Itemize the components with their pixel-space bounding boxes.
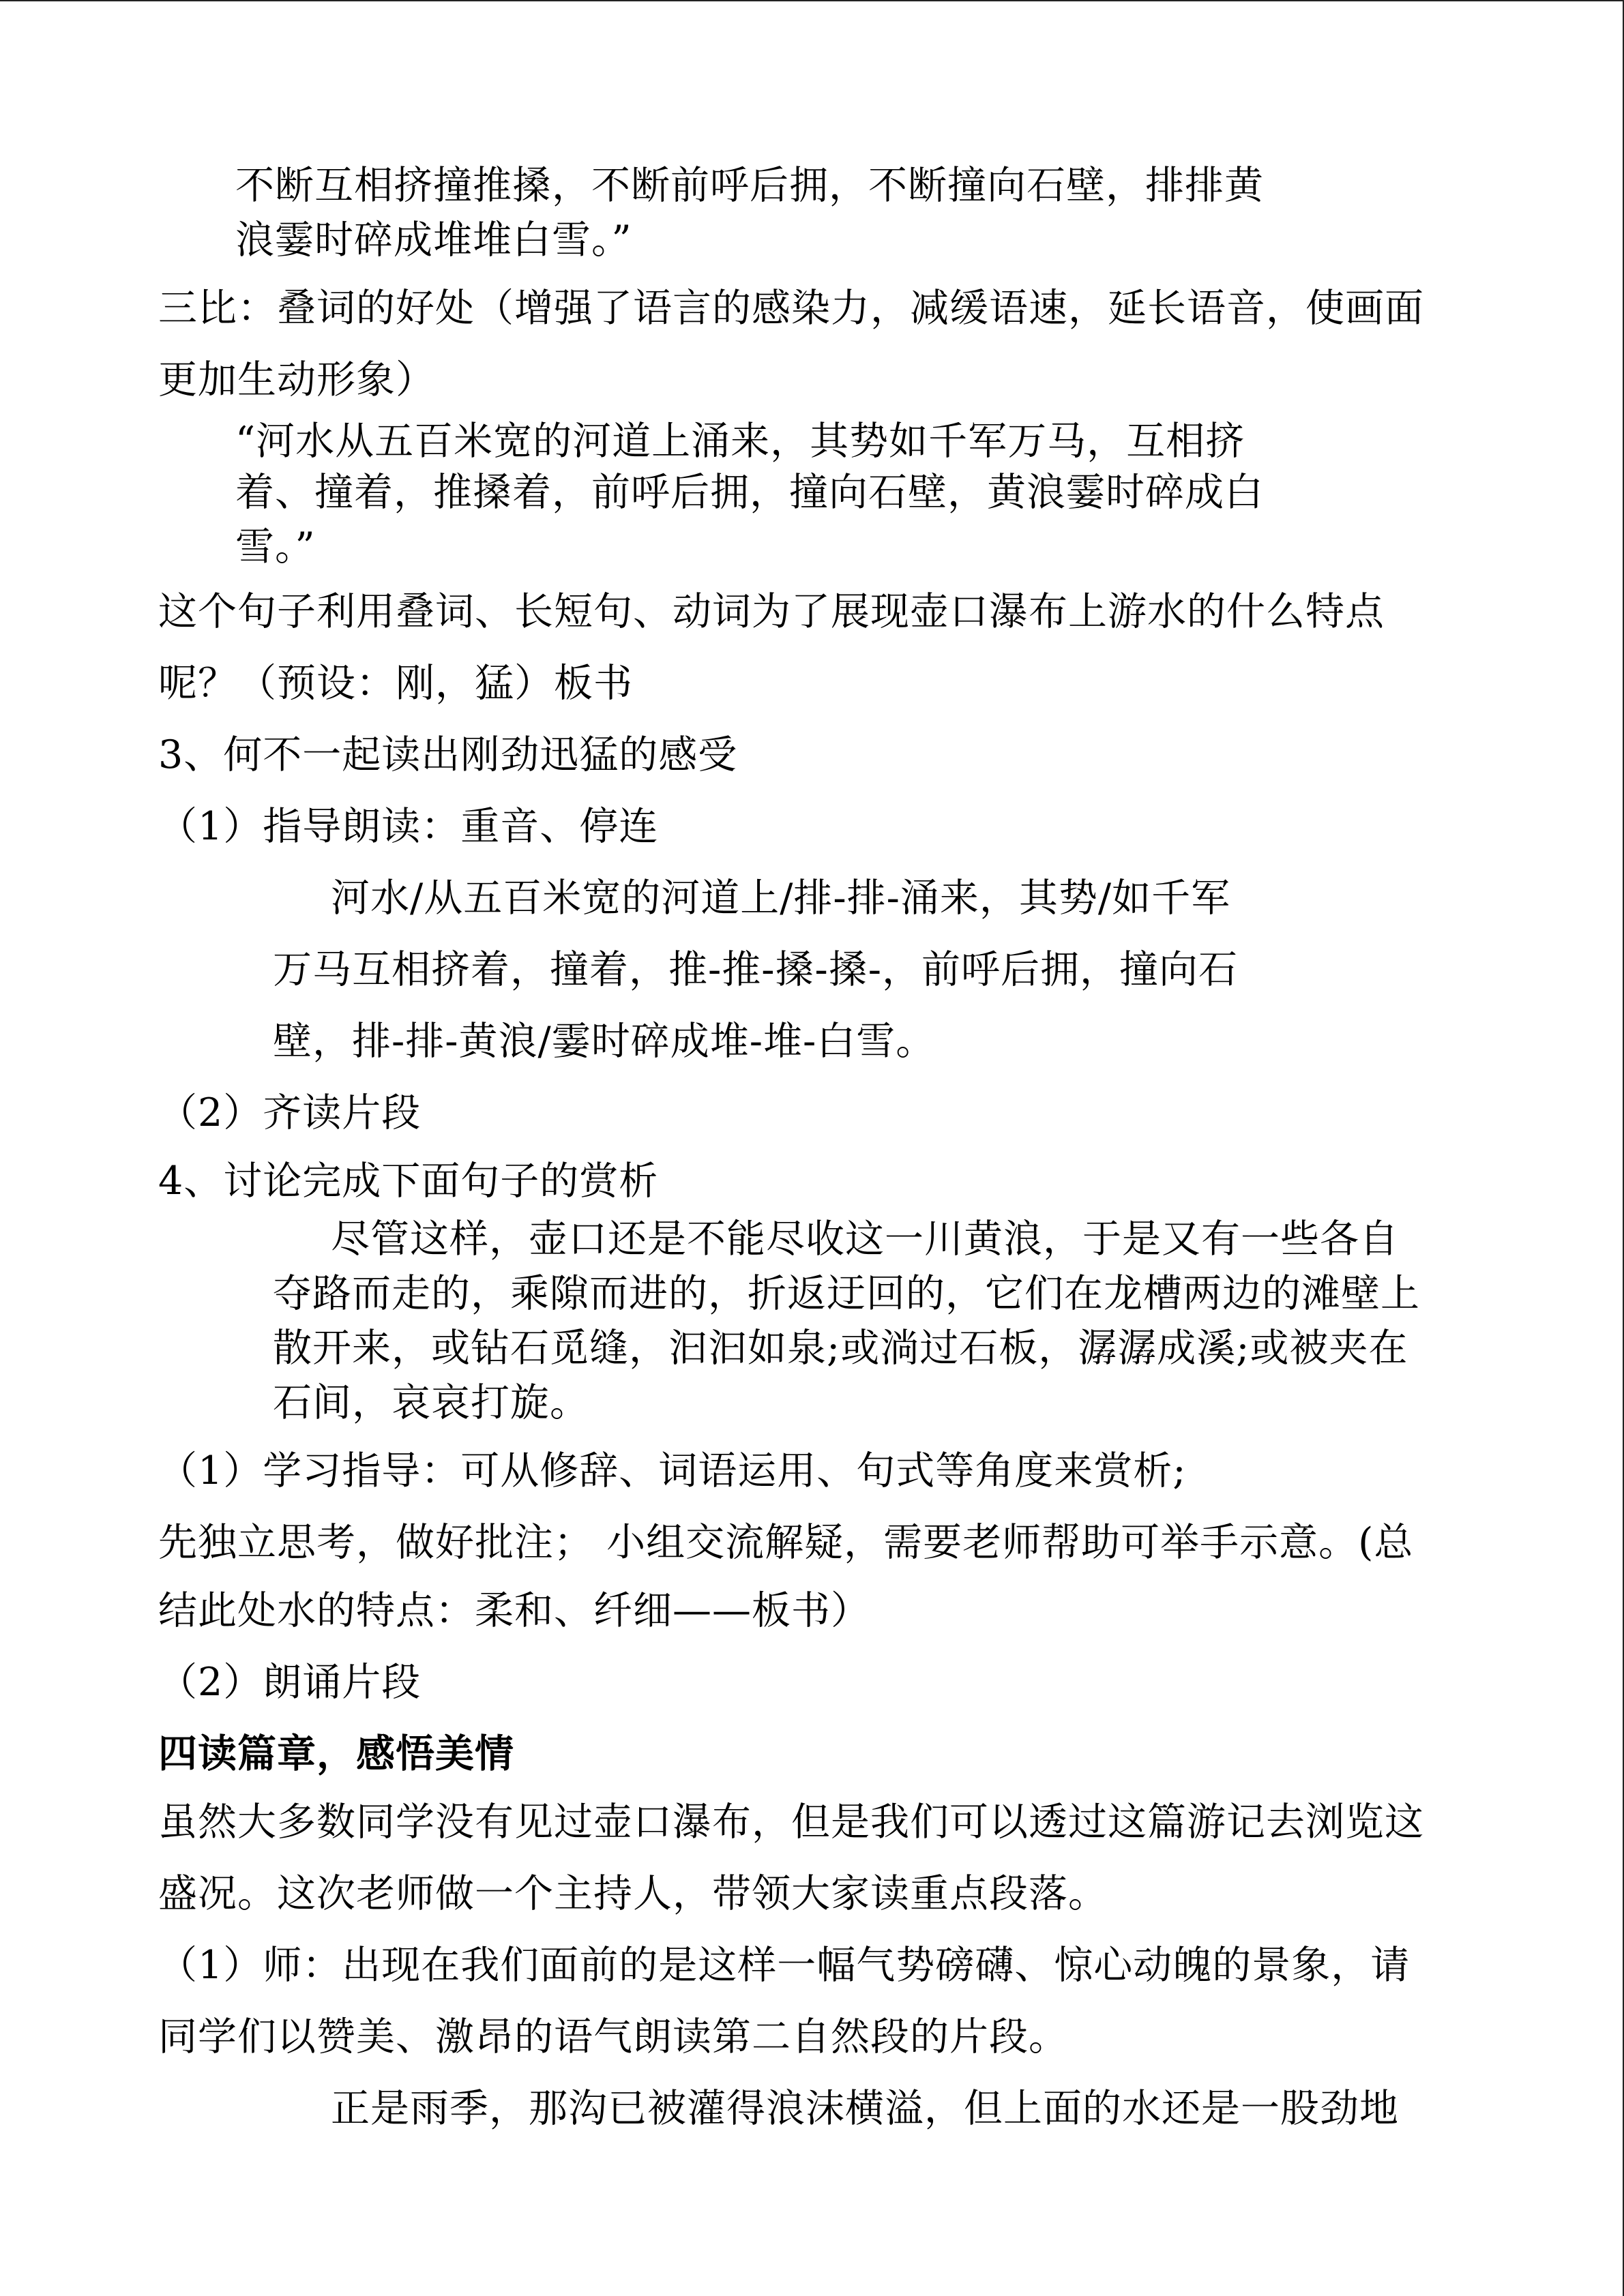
passage-line: 尽管这样，壶口还是不能尽收这一川黄浪，于是又有一些各自 xyxy=(331,1217,1399,1262)
paragraph-line: 先独立思考，做好批注； 小组交流解疑，需要老师帮助可举手示意。(总 xyxy=(158,1520,1414,1565)
paragraph-line: 同学们以赞美、激昂的语气朗读第二自然段的片段。 xyxy=(158,2014,1068,2059)
reading-line: 河水/从五百米宽的河道上/排-排-涌来，其势/如千军 xyxy=(331,876,1231,921)
paragraph-line: 虽然大多数同学没有见过壶口瀑布，但是我们可以透过这篇游记去浏览这 xyxy=(158,1800,1424,1845)
passage-line: 夺路而走的，乘隙而进的，折返迂回的，它们在龙槽两边的滩壁上 xyxy=(273,1271,1420,1316)
paragraph-line: 这个句子利用叠词、长短句、动词为了展现壶口瀑布上游水的什么特点 xyxy=(158,589,1385,634)
reading-line: 万马互相挤着，撞着，推-推-搡-搡-，前呼后拥，撞向石 xyxy=(273,947,1239,992)
quote-line: 雪。” xyxy=(235,524,316,569)
reading-line: 壁，排-排-黄浪/霎时碎成堆-堆-白雪。 xyxy=(273,1019,936,1064)
paragraph-line: （1）师：出现在我们面前的是这样一幅气势磅礴、惊心动魄的景象，请 xyxy=(158,1943,1411,1988)
sub-step: （1）学习指导：可从修辞、词语运用、句式等角度来赏析; xyxy=(158,1448,1187,1493)
quote-line: “河水从五百米宽的河道上涌来，其势如千军万马，互相挤 xyxy=(235,419,1245,464)
step-heading: 4、讨论完成下面句子的赏析 xyxy=(158,1159,659,1204)
sub-step: （2）朗诵片段 xyxy=(158,1660,422,1705)
passage-line: 散开来，或钻石觅缝，汩汩如泉;或淌过石板，潺潺成溪;或被夹在 xyxy=(273,1326,1408,1371)
sub-step: （2）齐读片段 xyxy=(158,1090,422,1135)
quote-line-1: 不断互相挤撞推搡，不断前呼后拥，不断撞向石壁，排排黄 xyxy=(235,163,1264,208)
step-heading: 3、何不一起读出刚劲迅猛的感受 xyxy=(158,732,738,777)
paragraph-line: 更加生动形象） xyxy=(158,357,435,402)
quote-line-2: 浪霎时碎成堆堆白雪。” xyxy=(235,218,632,263)
quote-line: 着、撞着，推搡着，前呼后拥，撞向石壁，黄浪霎时碎成白 xyxy=(235,470,1264,515)
section-heading: 四读篇章，感悟美情 xyxy=(158,1731,514,1776)
passage-line: 石间，哀哀打旋。 xyxy=(273,1380,589,1425)
passage-line: 正是雨季，那沟已被灌得浪沫横溢，但上面的水还是一股劲地 xyxy=(331,2086,1399,2131)
paragraph-line: 三比：叠词的好处（增强了语言的感染力，减缓语速，延长语音，使画面 xyxy=(158,286,1424,331)
paragraph-line: 结此处水的特点：柔和、纤细——板书） xyxy=(158,1588,870,1633)
paragraph-line: 呢？（预设：刚，猛）板书 xyxy=(158,661,633,706)
paragraph-line: 盛况。这次老师做一个主持人，带领大家读重点段落。 xyxy=(158,1871,1108,1916)
sub-step: （1）指导朗读：重音、停连 xyxy=(158,804,659,849)
